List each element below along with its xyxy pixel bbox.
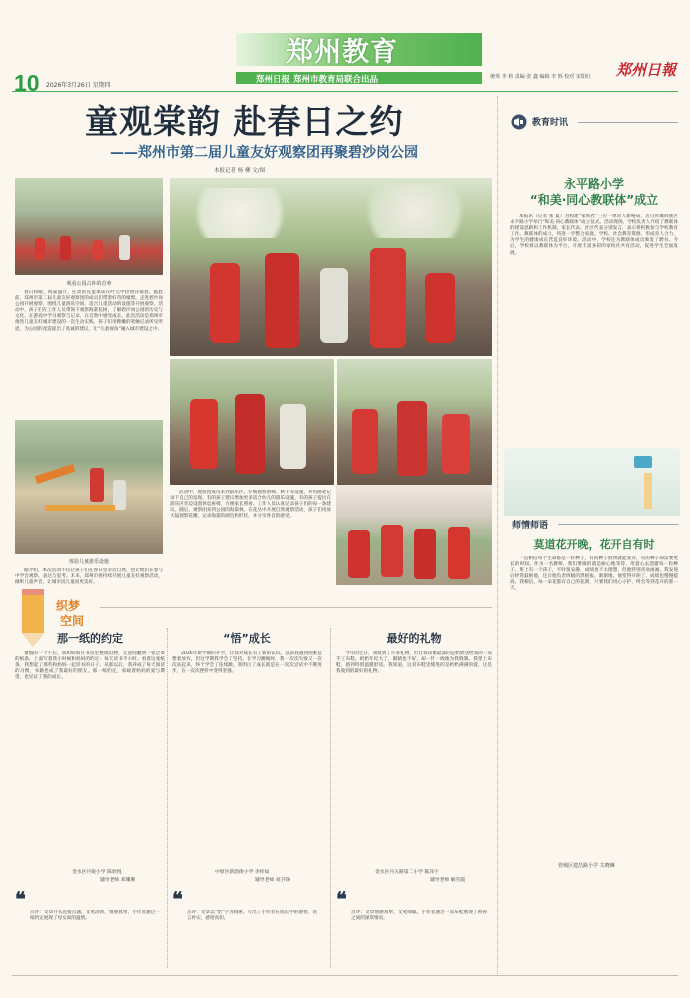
article-2-author-teacher: 辅导老师 刘卫铮 — [255, 878, 291, 883]
photo-children-at-fountain — [15, 178, 163, 275]
quote-mark-icon: ❝ — [15, 887, 26, 911]
story-closing: 据介绍，本次活动不仅让孩子们在春日里亲近自然，也让他们在参与中学会观察、表达与思考。未来，郑州市将持续开展儿童友好观察活动，倾听儿童声音，让城市因儿童而更美好。 — [15, 568, 163, 586]
headline-title: 童观棠韵 赴春日之约 — [85, 102, 404, 141]
headline-byline: 本报记者 杨 柳 文/图 — [214, 168, 266, 174]
article-3-title: 最好的礼物 — [386, 632, 442, 645]
article-2-comment: 点评：文章以“悟”字为线索，写出了小作者在成长中的感悟，语言朴实，感悟真切。 — [187, 910, 317, 922]
article-1-body: 暑假的一个午后，我和妈妈在书房里整理旧物，无意间翻到一张泛黄的纸条，上面写着我小时候和妈妈的约定：每天读书半小时。看着这张纸条，我想起了那些和妈妈一起读书的日子。从那以后，我养成了每天阅读的习惯，书籍也成了我最好的朋友。那一纸约定，承载着妈妈的爱与期望，也见证了我的成长。 — [15, 651, 165, 681]
essay-body: 一直相信每个生命都是一粒种子，有的种子很快就能发芽，有的种子却需要更长的时间。作为一名教师，我们要做的就是耐心地等待，用爱心去浇灌每一粒种子。班上有一个孩子，平时很安静，成绩也不太理想，但他特别喜欢画画。我发现后经常鼓励他，还让他负责班级的黑板报。渐渐地，他变得开朗了，成绩也慢慢提高。我相信，每一朵花都有自己的花期，只要我们用心守护，终会等到花开的那一天。 — [510, 556, 678, 592]
article-1-author-school: 金水区丹锐小学 陈欣悦 — [72, 870, 122, 875]
quote-mark-icon: ❝ — [336, 887, 347, 911]
news-title-line-1: 永平路小学 — [563, 177, 624, 191]
photo-teacher-explaining — [170, 359, 334, 485]
article-3-body: 今年的生日，我收到了许多礼物，但让我印象最深的是奶奶送给我的一双手工布鞋。奶奶年纪大了，眼睛也不好，却一针一线地为我缝制。我穿上布鞋，感到特别温暖舒适。我知道，这双布鞋里缝进的是奶奶满满的爱，这是我收到的最好的礼物。 — [336, 651, 492, 675]
quote-mark-icon: ❝ — [172, 887, 183, 911]
editor-credits: 统筹 李 莉 责编 张 鑫 编辑 李 辉 校对 宋阳红 — [490, 74, 591, 80]
photo-caption-bottom: 体验儿童游乐设施 — [68, 559, 109, 565]
article-3-comment: 点评：文章情感真挚，文笔细腻，小作者通过一双布鞋展现了祖孙之间的深厚情谊。 — [351, 910, 487, 922]
article-1-author-teacher: 辅导老师 邓珊珊 — [100, 878, 136, 883]
headline-subtitle: ——郑州市第二届儿童友好观察团再聚碧沙岗公园 — [110, 145, 418, 161]
bottom-section-label-1: 织梦 — [56, 599, 81, 613]
news-title-line-2: “和美·同心教联体”成立 — [529, 193, 659, 207]
issue-date: 2026年3月26日 星期四 — [46, 82, 111, 89]
photo-kids-with-notebooks — [337, 359, 492, 485]
article-3-author-school: 金水区丹五路第二小学 陈泽宇 — [375, 870, 439, 875]
photo-group-under-blossoms — [336, 485, 492, 585]
article-2-author-school: 中原区新韵街小学 李梓如 — [215, 870, 270, 875]
bottom-section-label-2: 空间 — [60, 614, 85, 628]
story-column-2: 活动中，观察团成员来到游乐区，仔细观察滑梯、秋千等设施，并用画笔记录下自己的发现。有的孩子建议增加更多适合幼儿的游乐设施，有的孩子提出在游乐区旁边设置休息座椅，方便家长照看。工作人员认真记录孩子们的每一条建议。随后，观察团来到公园的海棠林，在花丛中开展自然观察活动，孩子们用放大镜观察花瓣，记录海棠的颜色和形状，并分享各自的感受。 — [170, 490, 331, 520]
section-title: 郑州教育 — [286, 37, 398, 68]
photo-caption-top: 观看公园古朴的首枣 — [66, 281, 112, 287]
essay-author: 管城区建昌路小学 关晓琳 — [558, 863, 615, 869]
article-2-body: 2026年新学期的开学，让我对成长有了新的认识。以前我遇到困难总想着放弃，但这学期我学会了坚持。在学习跳绳时，我一次次失败又一次次站起来，终于学会了连续跳。我明白了成长就是在一次次尝试中不断进步，在一次次挫折中变得坚强。 — [172, 651, 322, 675]
cobrand-text: 郑州日报 郑州市教育局联合出品 — [256, 75, 378, 85]
newspaper-logo: 郑州日報 — [616, 61, 677, 79]
page-number: 10 — [14, 70, 40, 96]
article-1-title: 那一纸的约定 — [57, 632, 123, 645]
photo-kids-on-playground — [15, 420, 163, 554]
news-section-label: 教育时讯 — [508, 112, 680, 132]
teacher-section-label: 师情师语 — [512, 521, 549, 531]
article-3-author-teacher: 辅导老师 解雪霞 — [430, 878, 466, 883]
photo-group-observing — [170, 178, 492, 356]
article-1-comment: 点评：文章开头直接点题，文笔清新，情感真挚，小作者通过一纸约定展现了母女间的温情。 — [30, 910, 160, 922]
megaphone-icon — [510, 114, 528, 130]
teacher-section-illustration — [504, 448, 680, 516]
article-2-title: “悟”成长 — [223, 632, 271, 645]
news-body: 本报讯（记者 张 夏）为构建“家校社”三位一体育人新格局，近日管城回族区永平路小学举行“和美·同心教联体”成立仪式。活动现场，学校负责人介绍了教联体的建设思路和工作机制，家长代表、社区代表分别发言，表示将积极参与学校教育工作。教联体的成立，将进一步整合家庭、学校、社会教育资源，形成育人合力，为学生的健康成长营造良好环境。活动中，学校还为教联体成员颁发了聘书。今后，学校将以教联体为平台，开展丰富多彩的家校社共育活动，促进学生全面发展。 — [510, 214, 678, 256]
story-column-1: 春日和暖，海棠盛开，任景的充盈承诺在叶元中热情洋溢着。据此前，郑州市第二届儿童友好观察团的成员们带着好奇的憧憬，走进碧沙岗公园开展观察，围绕儿童游乐空间、适合儿童活动的设施等开展观察。活动中，孩子们在工作人员带领下观察海棠花树，了解碧沙岗公园的历史与文化，在游戏中学习观察与记录，在自然中感受成长。此次活动是郑州市推进儿童友好城市建设的一次生动实践，孩子们用稚嫩的笔触记录所见所思，为公园的改造提出了真诚的建议，让“儿童视角”融入城市建设之中。 — [15, 290, 163, 332]
essay-title: 莫道花开晚，花开自有时 — [533, 538, 655, 551]
